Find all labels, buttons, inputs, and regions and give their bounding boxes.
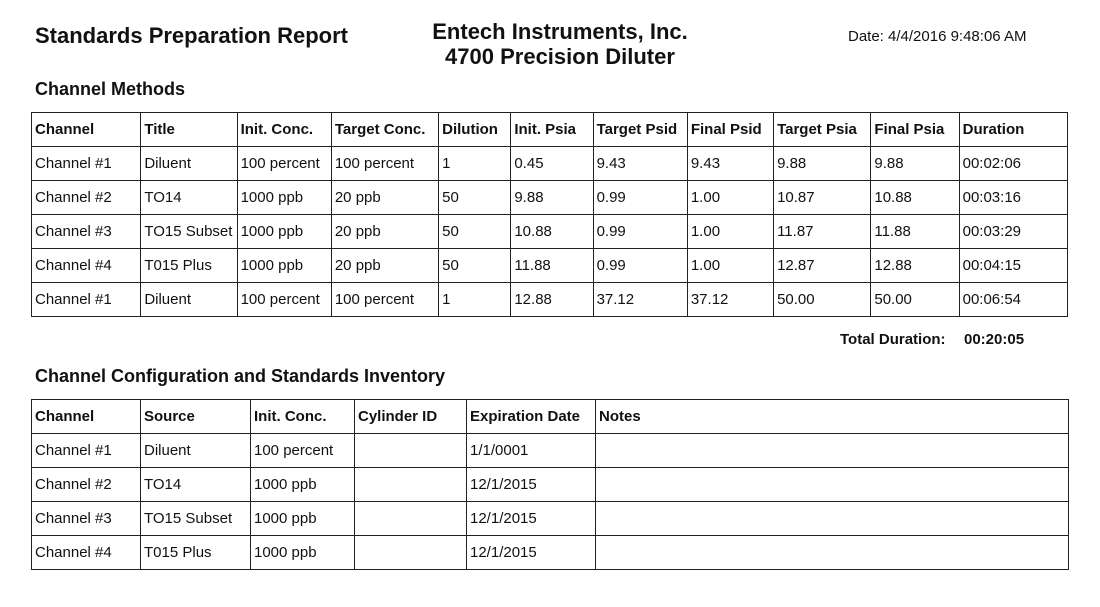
- cell-cylinder-id: [355, 536, 467, 570]
- cell-final-psia: 11.88: [871, 215, 959, 249]
- report-date: Date: 4/4/2016 9:48:06 AM: [848, 28, 1027, 45]
- cell-final-psid: 1.00: [687, 215, 773, 249]
- cell-expiration-date: 12/1/2015: [467, 502, 596, 536]
- cell-notes: [596, 536, 1069, 570]
- cell-channel: Channel #3: [32, 502, 141, 536]
- col-dilution: Dilution: [439, 113, 511, 147]
- cell-init-conc: 1000 ppb: [237, 181, 331, 215]
- cell-init-conc: 1000 ppb: [251, 502, 355, 536]
- cell-channel: Channel #1: [32, 283, 141, 317]
- cell-expiration-date: 12/1/2015: [467, 468, 596, 502]
- table-row: [32, 249, 1068, 283]
- cell-duration: 00:06:54: [959, 283, 1067, 317]
- cell-target-psia: 9.88: [774, 147, 871, 181]
- cell-notes: [596, 468, 1069, 502]
- cell-dilution: 50: [439, 215, 511, 249]
- cell-final-psia: 50.00: [871, 283, 959, 317]
- cell-source: T015 Plus: [141, 536, 251, 570]
- inventory-title: Channel Configuration and Standards Inventory: [35, 366, 446, 386]
- channel-methods-header-row: [32, 113, 1068, 147]
- cell-title: Diluent: [141, 147, 237, 181]
- cell-title: TO15 Subset: [141, 215, 237, 249]
- cell-target-conc: 20 ppb: [331, 215, 438, 249]
- company-heading: [370, 19, 750, 69]
- table-row: [32, 536, 1069, 570]
- channel-methods-title: Channel Methods: [35, 79, 186, 99]
- table-row: [32, 181, 1068, 215]
- col-duration: Duration: [959, 113, 1067, 147]
- cell-target-conc: 100 percent: [331, 147, 438, 181]
- cell-dilution: 50: [439, 249, 511, 283]
- cell-notes: [596, 434, 1069, 468]
- col-target-psia: Target Psia: [774, 113, 871, 147]
- cell-init-conc: 100 percent: [237, 147, 331, 181]
- cell-target-conc: 20 ppb: [331, 249, 438, 283]
- cell-init-psia: 11.88: [511, 249, 593, 283]
- cell-init-psia: 12.88: [511, 283, 593, 317]
- cell-final-psid: 37.12: [687, 283, 773, 317]
- table-row: [32, 502, 1069, 536]
- col-expiration-date: Expiration Date: [467, 400, 596, 434]
- cell-final-psid: 1.00: [687, 181, 773, 215]
- cell-dilution: 1: [439, 283, 511, 317]
- total-duration-label: Total Duration:: [840, 331, 946, 348]
- cell-duration: 00:04:15: [959, 249, 1067, 283]
- cell-final-psid: 1.00: [687, 249, 773, 283]
- instrument-name: 4700 Precision Diluter: [445, 44, 675, 69]
- cell-dilution: 1: [439, 147, 511, 181]
- col-notes: Notes: [596, 400, 1069, 434]
- cell-channel: Channel #2: [32, 181, 141, 215]
- table-row: [32, 147, 1068, 181]
- col-channel: Channel: [32, 400, 141, 434]
- cell-final-psia: 12.88: [871, 249, 959, 283]
- cell-init-conc: 100 percent: [251, 434, 355, 468]
- col-source: Source: [141, 400, 251, 434]
- report-title: Standards Preparation Report: [35, 23, 348, 48]
- cell-target-psia: 10.87: [774, 181, 871, 215]
- col-init-conc: Init. Conc.: [251, 400, 355, 434]
- cell-source: TO15 Subset: [141, 502, 251, 536]
- cell-expiration-date: 12/1/2015: [467, 536, 596, 570]
- cell-notes: [596, 502, 1069, 536]
- col-title: Title: [141, 113, 237, 147]
- cell-target-psia: 50.00: [774, 283, 871, 317]
- cell-channel: Channel #4: [32, 536, 141, 570]
- cell-source: TO14: [141, 468, 251, 502]
- col-init-psia: Init. Psia: [511, 113, 593, 147]
- cell-init-psia: 0.45: [511, 147, 593, 181]
- col-final-psid: Final Psid: [687, 113, 773, 147]
- cell-final-psia: 10.88: [871, 181, 959, 215]
- cell-target-psia: 11.87: [774, 215, 871, 249]
- col-final-psia: Final Psia: [871, 113, 959, 147]
- col-channel: Channel: [32, 113, 141, 147]
- cell-target-psid: 0.99: [593, 215, 687, 249]
- cell-cylinder-id: [355, 468, 467, 502]
- col-cylinder-id: Cylinder ID: [355, 400, 467, 434]
- cell-title: Diluent: [141, 283, 237, 317]
- channel-methods-table: [31, 112, 1068, 317]
- cell-target-psid: 37.12: [593, 283, 687, 317]
- cell-target-psid: 0.99: [593, 249, 687, 283]
- cell-target-psia: 12.87: [774, 249, 871, 283]
- cell-init-conc: 100 percent: [237, 283, 331, 317]
- cell-init-conc: 1000 ppb: [237, 249, 331, 283]
- col-init-conc: Init. Conc.: [237, 113, 331, 147]
- cell-init-conc: 1000 ppb: [237, 215, 331, 249]
- cell-title: T015 Plus: [141, 249, 237, 283]
- cell-init-conc: 1000 ppb: [251, 468, 355, 502]
- total-duration-value: 00:20:05: [964, 331, 1025, 348]
- company-name: Entech Instruments, Inc.: [432, 19, 688, 44]
- table-row: [32, 215, 1068, 249]
- cell-channel: Channel #3: [32, 215, 141, 249]
- cell-target-psid: 0.99: [593, 181, 687, 215]
- table-row: [32, 468, 1069, 502]
- cell-source: Diluent: [141, 434, 251, 468]
- cell-cylinder-id: [355, 502, 467, 536]
- cell-target-conc: 100 percent: [331, 283, 438, 317]
- cell-final-psid: 9.43: [687, 147, 773, 181]
- cell-duration: 00:03:29: [959, 215, 1067, 249]
- cell-title: TO14: [141, 181, 237, 215]
- inventory-header-row: [32, 400, 1069, 434]
- cell-final-psia: 9.88: [871, 147, 959, 181]
- cell-init-psia: 10.88: [511, 215, 593, 249]
- cell-duration: 00:03:16: [959, 181, 1067, 215]
- cell-channel: Channel #1: [32, 147, 141, 181]
- cell-dilution: 50: [439, 181, 511, 215]
- cell-init-psia: 9.88: [511, 181, 593, 215]
- cell-channel: Channel #2: [32, 468, 141, 502]
- cell-channel: Channel #4: [32, 249, 141, 283]
- col-target-psid: Target Psid: [593, 113, 687, 147]
- col-target-conc: Target Conc.: [331, 113, 438, 147]
- cell-init-conc: 1000 ppb: [251, 536, 355, 570]
- inventory-table: [31, 399, 1069, 570]
- cell-target-conc: 20 ppb: [331, 181, 438, 215]
- table-row: [32, 434, 1069, 468]
- cell-cylinder-id: [355, 434, 467, 468]
- cell-duration: 00:02:06: [959, 147, 1067, 181]
- cell-channel: Channel #1: [32, 434, 141, 468]
- cell-target-psid: 9.43: [593, 147, 687, 181]
- cell-expiration-date: 1/1/0001: [467, 434, 596, 468]
- table-row: [32, 283, 1068, 317]
